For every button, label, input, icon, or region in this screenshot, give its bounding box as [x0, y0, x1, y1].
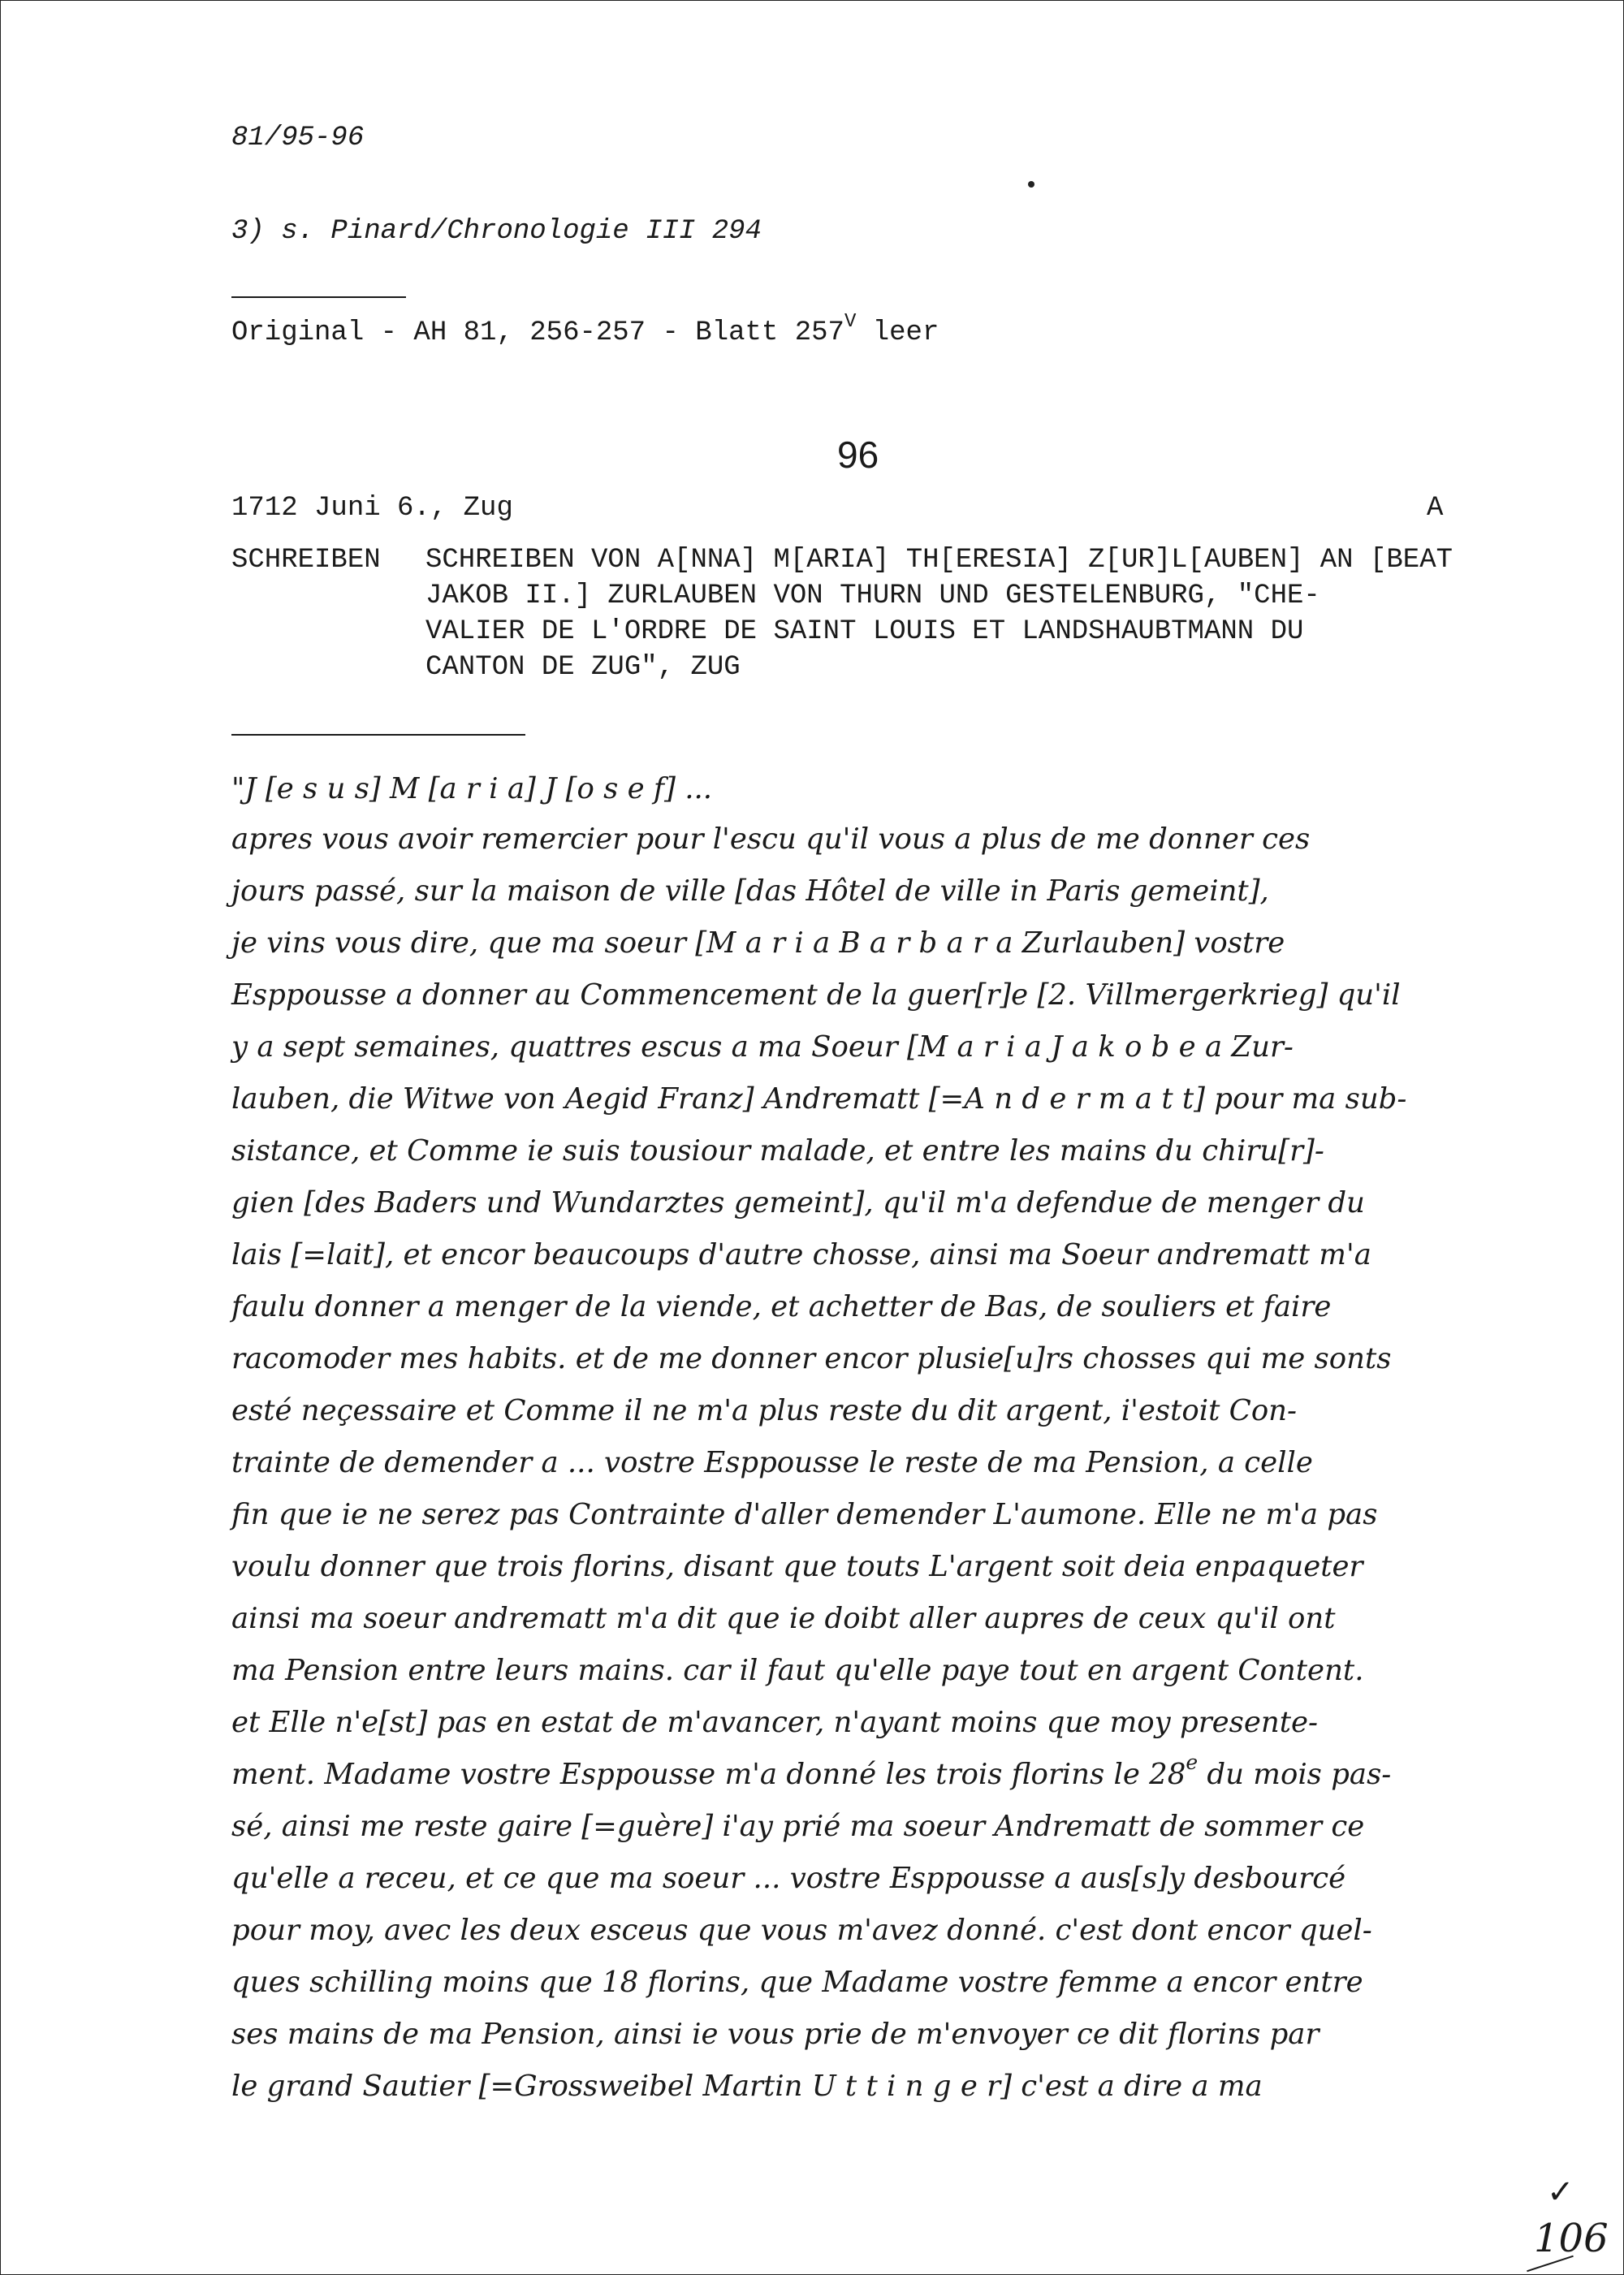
handwritten-page-number: 106 — [1534, 2216, 1609, 2261]
body-line-10: faulu donner a menger de la viende, et achetter de Bas, de souliers et faire — [231, 1290, 1332, 1323]
checkmark-icon: ✓ — [1547, 2174, 1574, 2211]
body-line-4: Esppousse a donner au Commencement de la guer[r]e [2. Villmergerkrieg] qu'il — [231, 978, 1401, 1012]
body-line-3: je vins vous dire, que ma soeur [M a r i a B a r b a r a Zurlauben] vostre — [231, 926, 1285, 960]
body-line-19-tail: du mois pas- — [1198, 1758, 1392, 1791]
body-line-12: esté neçessaire et Comme il ne m'a plus reste du dit argent, i'estoit Con- — [231, 1394, 1298, 1427]
title-line-1: SCHREIBEN VON A[NNA] M[ARIA] TH[ERESIA] Z[UR]L[AUBEN] AN [BEAT — [425, 545, 1453, 576]
document-type: A — [1427, 493, 1444, 524]
salutation: "J [e s u s] M [a r i a] J [o s e f] ... — [231, 772, 713, 805]
title-line-2: JAKOB II.] ZURLAUBEN VON THURN UND GESTELENBURG, "CHE- — [425, 581, 1320, 611]
footnote-divider — [231, 296, 406, 298]
date-superscript: e — [1186, 1750, 1199, 1774]
body-line-1: apres vous avoir remercier pour l'escu qu'il vous a plus de me donner ces — [231, 822, 1311, 856]
body-line-5: y a sept semaines, quattres escus a ma Soeur [M a r i a J a k o b e a Zur- — [231, 1030, 1294, 1064]
body-line-15: voulu donner que trois florins, disant que touts L'argent soit deia enpaqueter — [231, 1550, 1363, 1583]
body-line-2: jours passé, sur la maison de ville [das Hôtel de ville in Paris gemeint], — [231, 874, 1269, 908]
body-line-23: ques schilling moins que 18 florins, que Madame vostre femme a encor entre — [231, 1966, 1363, 1999]
body-line-17: ma Pension entre leurs mains. car il faut qu'elle paye tout en argent Content. — [231, 1654, 1364, 1687]
body-line-22: pour moy, avec les deux esceus que vous m'avez donné. c'est dont encor quel- — [231, 1914, 1372, 1947]
body-line-24: ses mains de ma Pension, ainsi ie vous prie de m'envoyer ce dit florins par — [231, 2018, 1320, 2051]
body-line-19-text: ment. Madame vostre Esppousse m'a donné les trois florins le 28 — [231, 1758, 1186, 1791]
body-line-19 — [231, 1750, 1392, 1791]
title-divider — [231, 734, 525, 736]
body-line-6: lauben, die Witwe von Aegid Franz] Andrematt [=A n d e r m a t t] pour ma sub- — [231, 1082, 1407, 1116]
body-line-21: qu'elle a receu, et ce que ma soeur ... vostre Esppousse a aus[s]y desbourcé — [231, 1862, 1346, 1895]
body-line-8: gien [des Baders und Wundarztes gemeint], qu'il m'a defendue de menger du — [231, 1186, 1365, 1220]
footnote: 3) s. Pinard/Chronologie III 294 — [231, 216, 762, 247]
body-line-7: sistance, et Comme ie suis tousiour malade, et entre les mains du chiru[r]- — [231, 1134, 1324, 1168]
title-line-4: CANTON DE ZUG", ZUG — [425, 652, 741, 683]
title-label: SCHREIBEN — [231, 545, 381, 576]
body-line-25: le grand Sautier [=Grossweibel Martin U t t i n g e r] c'est a dire a ma — [231, 2070, 1263, 2103]
document-number: 96 — [837, 434, 879, 476]
folio-reference: 81/95-96 — [231, 123, 365, 153]
original-reference-text: Original - AH 81, 256-257 - Blatt 257 — [231, 317, 844, 348]
ink-dot — [1028, 181, 1034, 188]
title-line-3: VALIER DE L'ORDRE DE SAINT LOUIS ET LANDSHAUBTMANN DU — [425, 616, 1304, 647]
body-line-13: trainte de demender a ... vostre Esppousse le reste de ma Pension, a celle — [231, 1446, 1313, 1479]
verso-superscript: V — [844, 311, 857, 333]
original-reference-suffix: leer — [856, 317, 939, 348]
original-reference — [231, 311, 939, 348]
body-line-16: ainsi ma soeur andrematt m'a dit que ie doibt aller aupres de ceux qu'il ont — [231, 1602, 1336, 1635]
body-line-20: sé, ainsi me reste gaire [=guère] i'ay prié ma soeur Andrematt de sommer ce — [231, 1810, 1365, 1843]
body-line-18: et Elle n'e[st] pas en estat de m'avancer, n'ayant moins que moy presente- — [231, 1706, 1319, 1739]
body-line-11: racomoder mes habits. et de me donner encor plusie[u]rs chosses qui me sonts — [231, 1342, 1392, 1375]
body-line-14: fin que ie ne serez pas Contrainte d'aller demender L'aumone. Elle ne m'a pas — [231, 1498, 1378, 1531]
body-line-9: lais [=lait], et encor beaucoups d'autre chosse, ainsi ma Soeur andrematt m'a — [231, 1238, 1371, 1271]
date-place: 1712 Juni 6., Zug — [231, 493, 513, 524]
